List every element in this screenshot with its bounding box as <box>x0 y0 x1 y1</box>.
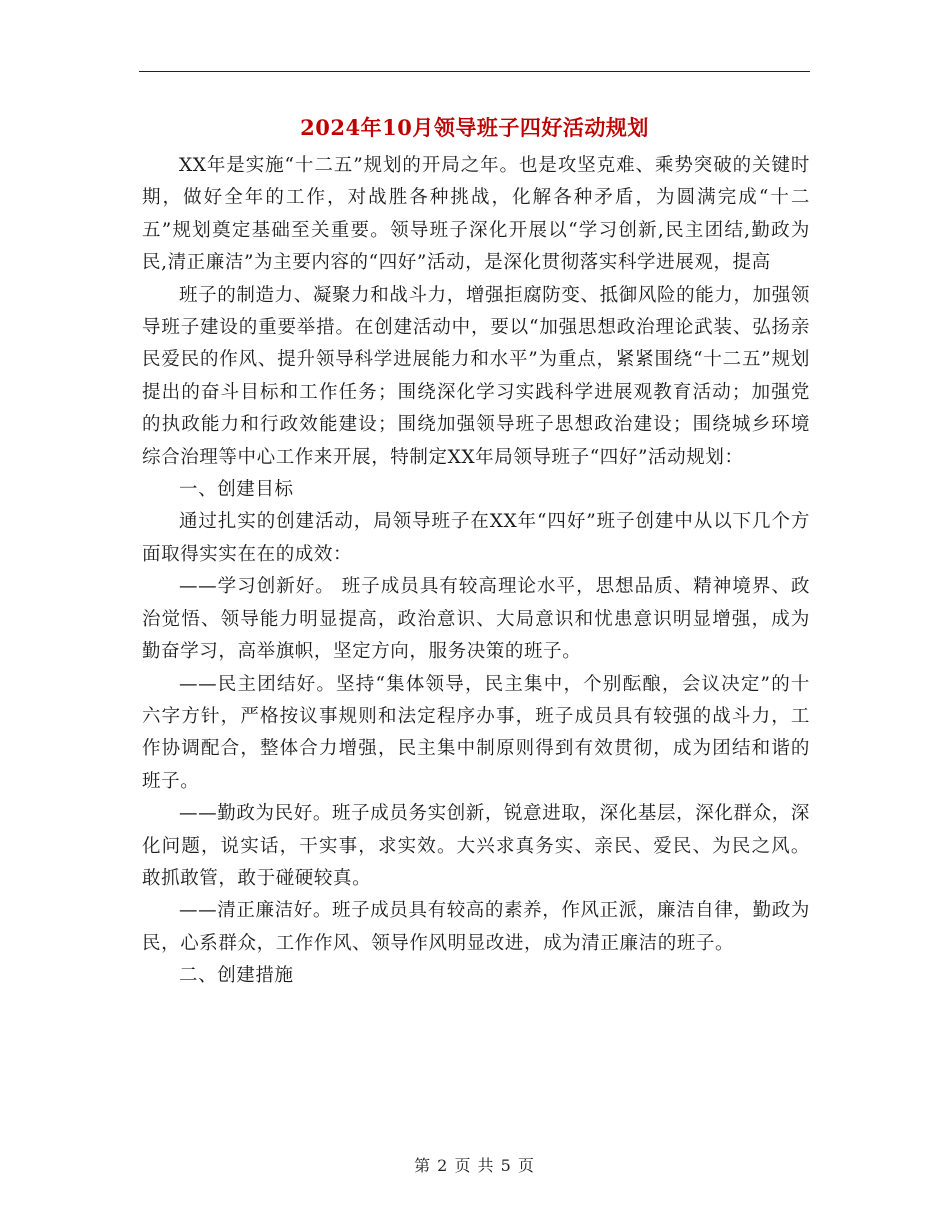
paragraph-goal-integrity: ——清正廉洁好。班子成员具有较高的素养，作风正派，廉洁自律，勤政为民，心系群众，工作作风、领导作风明显改进，成为清正廉洁的班子。 <box>142 900 810 954</box>
paragraph-goals-intro: 通过扎实的创建活动，局领导班子在XX年“四好”班子创建中从以下几个方面取得实实在在的成效： <box>142 511 810 565</box>
page-number: 第 2 页 共 5 页 <box>414 1156 535 1175</box>
paragraph-goal-learning: ——学习创新好。 班子成员具有较高理论水平，思想品质、精神境界、政治觉悟、领导能力明显提高，政治意识、大局意识和忧患意识明显增强，成为勤奋学习，高举旗帜，坚定方向，服务决策的班子。 <box>142 576 810 663</box>
paragraph-goal-diligence: ——勤政为民好。班子成员务实创新，锐意进取，深化基层，深化群众，深化问题，说实话，干实事，求实效。大兴求真务实、亲民、爱民、为民之风。敢抓敢管，敢于碰硬较真。 <box>142 803 810 889</box>
paragraph-goal-unity: ——民主团结好。坚持“集体领导，民主集中，个别酝酿，会议决定”的十六字方针，严格按议事规则和法定程序办事，班子成员具有较强的战斗力，工作协调配合，整体合力增强，民主集中制原则得到有效贯彻，成为团结和谐的班子。 <box>142 673 810 792</box>
paragraph-context: 班子的制造力、凝聚力和战斗力，增强拒腐防变、抵御风险的能力，加强领导班子建设的重要举措。在创建活动中，要以“加强思想政治理论武装、弘扬亲民爱民的作风、提升领导科学进展能力和水平”为重点，紧紧围绕“十二五”规划提出的奋斗目标和工作任务；围绕深化学习实践科学进展观教育活动；加强党的执政能力和行政效能建设；围绕加强领导班子思想政治建设；围绕城乡环境综合治理等中心工作来开展，特制定XX年局领导班子“四好”活动规划： <box>142 284 810 468</box>
header-rule <box>139 71 810 72</box>
section-heading-goals: 一、创建目标 <box>179 479 294 501</box>
paragraph-intro: XX年是实施“十二五”规划的开局之年。也是攻坚克难、乘势突破的关键时期，做好全年的工作，对战胜各种挑战，化解各种矛盾，为圆满完成“十二五”规划奠定基础至关重要。领导班子深化开展以“学习创新,民主团结,勤政为民,清正廉洁”为主要内容的“四好”活动，是深化贯彻落实科学进展观，提高 <box>142 155 810 274</box>
document-body <box>142 150 810 993</box>
document-title: 2024年10月领导班子四好活动规划 <box>300 115 649 140</box>
section-heading-measures: 二、创建措施 <box>179 965 294 987</box>
